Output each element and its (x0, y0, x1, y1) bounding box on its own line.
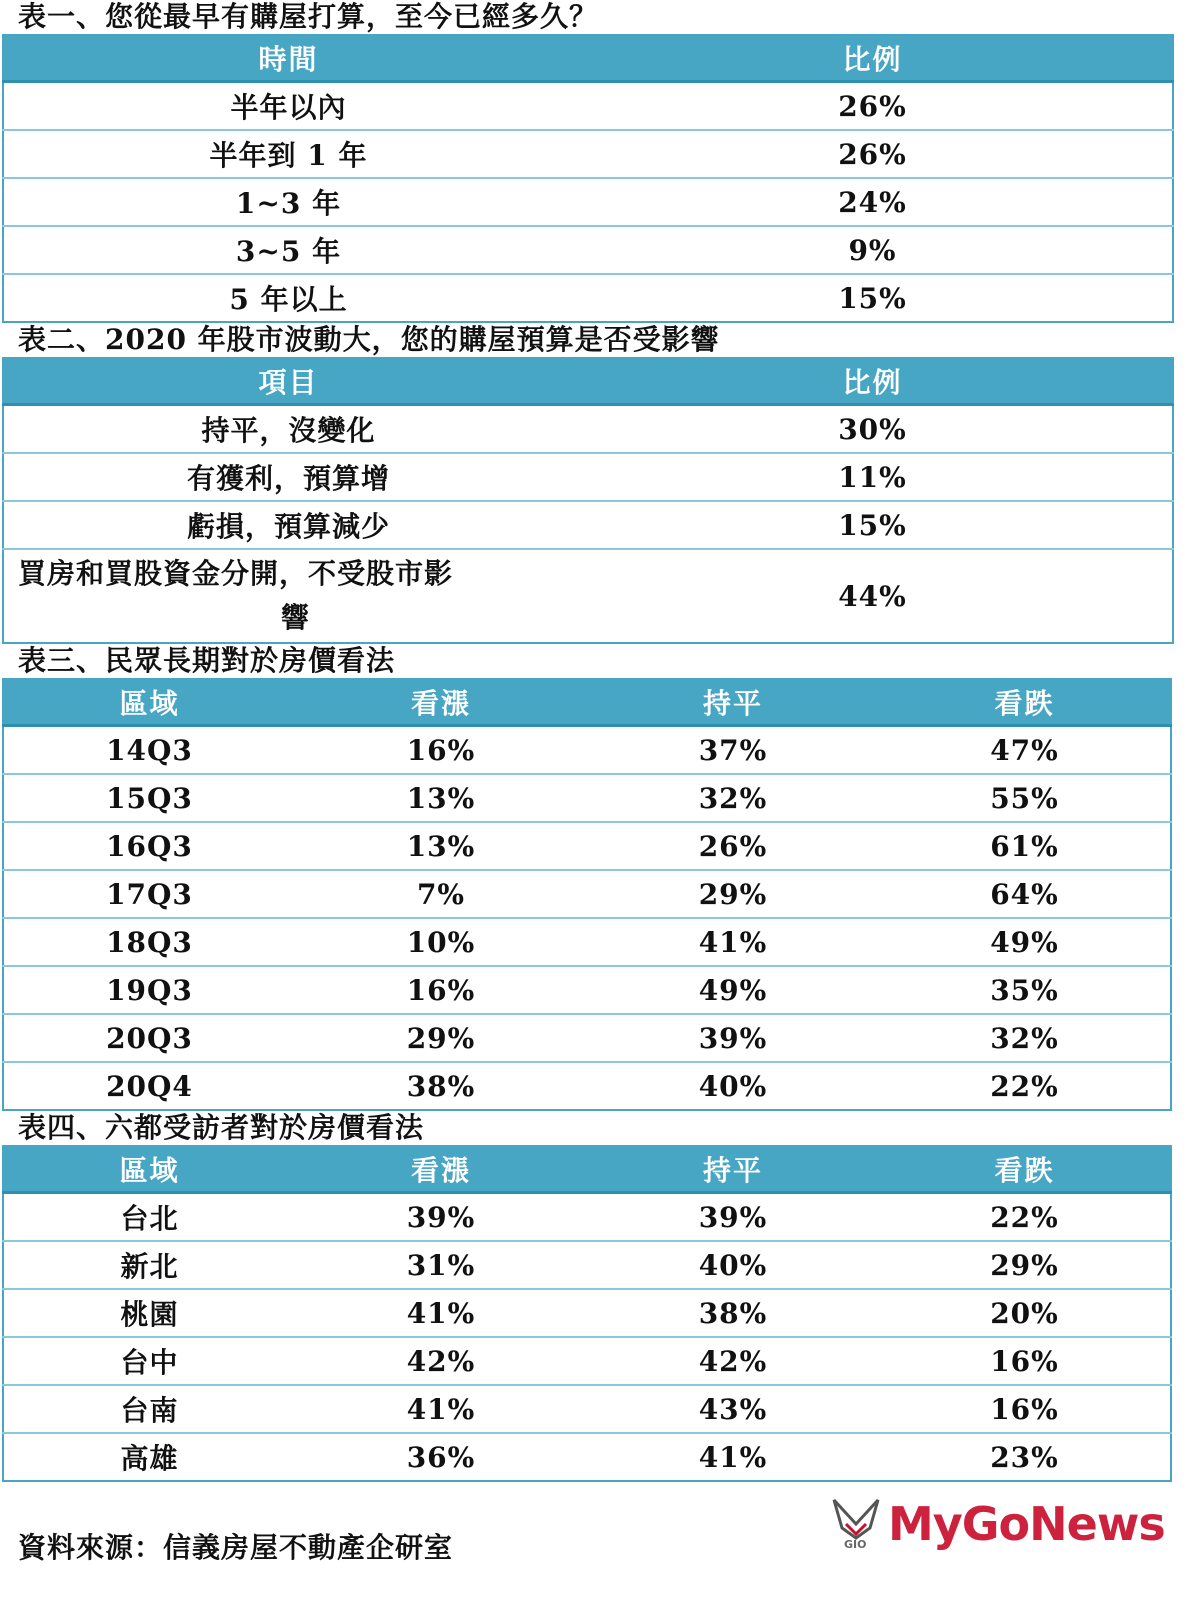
table2-cell-wrapped (3, 549, 573, 643)
table1-cell: 9% (573, 226, 1173, 274)
mygonews-watermark (830, 1494, 1165, 1554)
table2-cell: 44% (573, 549, 1173, 643)
table3-cell: 16Q3 (3, 822, 295, 870)
table3-cell: 22% (879, 1062, 1171, 1110)
table-row (3, 1062, 1171, 1110)
table2 (2, 357, 1174, 644)
table2-header-ratio: 比例 (573, 358, 1173, 405)
table4-cell: 40% (587, 1241, 879, 1289)
table2-cell: 11% (573, 453, 1173, 501)
table2-cell: 虧損，預算減少 (3, 501, 573, 549)
table3-cell: 55% (879, 774, 1171, 822)
table4-cell: 42% (587, 1337, 879, 1385)
table4-cell: 29% (879, 1241, 1171, 1289)
table3-cell: 29% (587, 870, 879, 918)
source-note: 資料來源：信義房屋不動產企研室 (18, 1531, 454, 1564)
table3-cell: 7% (295, 870, 587, 918)
table2-cell-line2: 響 (280, 601, 310, 634)
table4-header-region: 區域 (3, 1146, 295, 1193)
table3-cell: 47% (990, 733, 1059, 767)
table-row (3, 501, 1173, 549)
table1-header-time: 時間 (3, 35, 573, 82)
table1-cell: 1~3 年 (3, 178, 573, 226)
table4-cell: 31% (295, 1241, 587, 1289)
watermark-text: MyGoNews (888, 1497, 1165, 1551)
table3-cell: 10% (295, 918, 587, 966)
table3-cell: 20Q4 (3, 1062, 295, 1110)
table2-cell-line1: 買房和買股資金分開，不受股市影 (18, 557, 454, 590)
table3-title: 表三、民眾長期對於房價看法 (18, 644, 396, 677)
table1-cell: 半年到 1 年 (3, 130, 573, 178)
table1-cell: 5 年以上 (3, 274, 573, 322)
table-row (3, 405, 1173, 454)
table-row (3, 274, 1173, 322)
logo-sub-text: GIO (844, 1538, 867, 1550)
table3-cell: 17Q3 (3, 870, 295, 918)
table-row (3, 1337, 1171, 1385)
table3-cell: 13% (295, 774, 587, 822)
table3-cell: 49% (879, 918, 1171, 966)
table3 (2, 678, 1172, 1111)
table-row (3, 130, 1173, 178)
table3-cell: 61% (879, 822, 1171, 870)
table-row (3, 870, 1171, 918)
table3-cell: 18Q3 (3, 918, 295, 966)
table-row (3, 966, 1171, 1014)
table-row (3, 774, 1171, 822)
table3-header-region: 區域 (3, 679, 295, 726)
table2-cell: 有獲利，預算增 (3, 453, 573, 501)
table1-cell: 3~5 年 (3, 226, 573, 274)
table4-cell: 22% (990, 1200, 1059, 1234)
table4-cell: 新北 (3, 1241, 295, 1289)
table4-cell: 台南 (3, 1385, 295, 1433)
table-row (3, 1385, 1171, 1433)
table4-cell: 23% (879, 1433, 1171, 1481)
table-row (3, 1241, 1171, 1289)
table1-header-ratio: 比例 (573, 35, 1173, 82)
table4-cell: 41% (295, 1385, 587, 1433)
table1-cell: 24% (573, 178, 1173, 226)
table4-cell: 42% (295, 1337, 587, 1385)
table4-cell: 20% (879, 1289, 1171, 1337)
table3-cell: 19Q3 (3, 966, 295, 1014)
table4-cell: 38% (587, 1289, 879, 1337)
table-row (3, 226, 1173, 274)
table3-cell: 37% (698, 733, 768, 767)
table3-cell: 26% (587, 822, 879, 870)
table4 (2, 1145, 1172, 1482)
table4-cell: 高雄 (3, 1433, 295, 1481)
table4-cell: 36% (295, 1433, 587, 1481)
table4-cell: 41% (587, 1433, 879, 1481)
table1-cell: 半年以內 (230, 91, 347, 124)
table3-header-up: 看漲 (295, 679, 587, 726)
table-row (3, 549, 1173, 643)
table1-cell: 15% (573, 274, 1173, 322)
table3-cell: 20Q3 (3, 1014, 295, 1062)
table4-cell: 39% (406, 1200, 476, 1234)
table3-cell: 64% (879, 870, 1171, 918)
table1-cell: 26% (838, 89, 907, 123)
table-row (3, 822, 1171, 870)
table3-cell: 32% (587, 774, 879, 822)
table4-header-down: 看跌 (879, 1146, 1171, 1193)
table1-cell: 26% (573, 130, 1173, 178)
table3-cell: 49% (587, 966, 879, 1014)
table3-cell: 35% (879, 966, 1171, 1014)
table2-title: 表二、2020 年股市波動大，您的購屋預算是否受影響 (18, 323, 720, 356)
table1-title: 表一、您從最早有購屋打算，至今已經多久？ (18, 0, 599, 33)
table4-cell: 43% (587, 1385, 879, 1433)
table3-cell: 16% (406, 733, 476, 767)
table2-header-item: 項目 (3, 358, 573, 405)
table4-header-up: 看漲 (295, 1146, 587, 1193)
table-row (3, 1289, 1171, 1337)
table4-cell: 台北 (120, 1202, 179, 1235)
table3-cell: 41% (587, 918, 879, 966)
table4-title: 表四、六都受訪者對於房價看法 (18, 1111, 425, 1144)
table3-cell: 13% (295, 822, 587, 870)
table4-cell: 16% (879, 1337, 1171, 1385)
table-row (3, 726, 1171, 775)
table3-cell: 29% (295, 1014, 587, 1062)
table3-cell: 39% (587, 1014, 879, 1062)
table-row (3, 1193, 1171, 1242)
table-row (3, 1433, 1171, 1481)
table3-cell: 16% (295, 966, 587, 1014)
table-row (3, 82, 1173, 131)
table4-cell: 16% (879, 1385, 1171, 1433)
table-row (3, 178, 1173, 226)
table3-header-down: 看跌 (879, 679, 1171, 726)
table4-cell: 41% (295, 1289, 587, 1337)
table4-header-flat: 持平 (587, 1146, 879, 1193)
mygonews-logo-icon (830, 1494, 882, 1554)
table3-cell: 15Q3 (3, 774, 295, 822)
table2-cell: 持平，沒變化 (201, 414, 376, 447)
table-row (3, 918, 1171, 966)
table3-cell: 38% (295, 1062, 587, 1110)
table4-cell: 桃園 (3, 1289, 295, 1337)
table2-cell: 15% (573, 501, 1173, 549)
table3-cell: 14Q3 (106, 733, 193, 767)
table4-cell: 39% (698, 1200, 768, 1234)
table3-header-flat: 持平 (587, 679, 879, 726)
table2-cell: 30% (838, 412, 907, 446)
table-row (3, 453, 1173, 501)
table1 (2, 34, 1174, 323)
table3-cell: 32% (879, 1014, 1171, 1062)
table-row (3, 1014, 1171, 1062)
table4-cell: 台中 (3, 1337, 295, 1385)
table3-cell: 40% (587, 1062, 879, 1110)
